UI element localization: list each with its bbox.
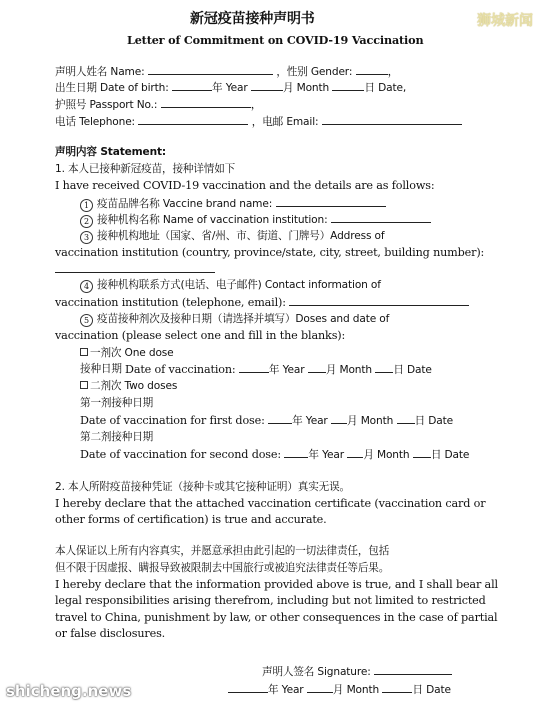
first-month-field[interactable] bbox=[331, 413, 347, 424]
sub5b-label: vaccination (please select one and fill in the blanks): bbox=[55, 329, 346, 342]
signature-label: 声明人签名 Signature: bbox=[262, 666, 371, 678]
passport-field[interactable] bbox=[161, 97, 251, 108]
institution-name-field[interactable] bbox=[331, 212, 431, 223]
signature-date-line bbox=[228, 682, 451, 697]
phone-field[interactable] bbox=[138, 114, 248, 125]
passport-line bbox=[55, 97, 262, 112]
name-field[interactable] bbox=[148, 64, 273, 75]
sub5-line bbox=[80, 312, 389, 327]
email-field[interactable] bbox=[322, 114, 462, 125]
two-doses-label: 二剂次 Two doses bbox=[90, 380, 178, 392]
sub1-line bbox=[80, 196, 386, 212]
second-en-label: Date of vaccination for second dose: bbox=[80, 448, 281, 461]
first-cn: 第一剂接种日期 bbox=[80, 397, 154, 409]
title-cn: 新冠疫苗接种声明书 bbox=[190, 11, 315, 27]
guarantee-cn2: 但不限于因虚报、瞒报导致被限制去中国旅行或被追究法律责任等后果。 bbox=[55, 562, 390, 574]
second-year-field[interactable] bbox=[284, 447, 308, 458]
item2-en2: other forms of certification) is true and accurate. bbox=[55, 513, 327, 526]
circle-3-icon: 3 bbox=[80, 231, 93, 244]
dose-day-field[interactable] bbox=[375, 362, 393, 373]
first-line bbox=[80, 413, 453, 428]
circle-2-icon: 2 bbox=[80, 215, 93, 228]
date-line bbox=[80, 362, 432, 377]
two-doses-checkbox-icon[interactable] bbox=[80, 381, 88, 389]
sign-day-field[interactable] bbox=[382, 682, 412, 693]
dob-day-label: 日 Date, bbox=[364, 82, 407, 94]
day-label: 日 Date bbox=[414, 415, 453, 427]
circle-4-icon: 4 bbox=[80, 280, 93, 293]
month-label: 月 Month bbox=[325, 364, 372, 376]
one-dose-line[interactable] bbox=[80, 346, 174, 360]
dob-line bbox=[55, 80, 406, 95]
date-cn: 接种日期 bbox=[80, 363, 122, 375]
dose-year-field[interactable] bbox=[239, 362, 269, 373]
first-day-field[interactable] bbox=[397, 413, 415, 424]
dose-month-field[interactable] bbox=[308, 362, 326, 373]
dob-year-field[interactable] bbox=[172, 80, 212, 91]
year-label: 年 Year bbox=[268, 684, 304, 696]
item2-cn: 2. 本人所附疫苗接种凭证（接种卡或其它接种证明）真实无误。 bbox=[55, 481, 351, 493]
sign-month-field[interactable] bbox=[307, 682, 333, 693]
item1-en: I have received COVID-19 vaccination and the details are as follows: bbox=[55, 179, 435, 192]
name-line bbox=[55, 64, 399, 79]
circle-1-icon: 1 bbox=[80, 199, 93, 212]
sub3b-label: vaccination institution (country, province/state, city, street, building number): bbox=[55, 246, 485, 259]
dob-month-label: 月 Month bbox=[282, 82, 330, 94]
sub4a-label: 接种机构联系方式(电话、电子邮件) Contact information of bbox=[97, 279, 381, 291]
phone-label: 电话 Telephone: bbox=[55, 116, 135, 128]
comma: ， bbox=[387, 65, 399, 78]
second-day-field[interactable] bbox=[413, 447, 431, 458]
year-label: 年 Year bbox=[268, 364, 305, 376]
sign-year-field[interactable] bbox=[228, 682, 268, 693]
two-doses-line[interactable] bbox=[80, 379, 177, 393]
year-label: 年 Year bbox=[308, 449, 344, 461]
year-label: 年 Year bbox=[292, 415, 328, 427]
guarantee-en3: travel to China, punishment by law, or other consequences in the case of partial bbox=[55, 611, 498, 624]
email-label: ，电邮 Email: bbox=[251, 116, 319, 128]
guarantee-en2: legal responsibilities arising therefrom, including but not limited to restricted bbox=[55, 594, 486, 607]
date-en-label: Date of vaccination: bbox=[125, 363, 236, 376]
passport-label: 护照号 Passport No.: bbox=[55, 99, 158, 111]
one-dose-checkbox-icon[interactable] bbox=[80, 348, 88, 356]
dob-month-field[interactable] bbox=[251, 80, 283, 91]
second-cn: 第二剂接种日期 bbox=[80, 431, 154, 443]
watermark-top: 狮城新闻 bbox=[477, 13, 533, 29]
comma: ， bbox=[250, 98, 262, 111]
second-month-field[interactable] bbox=[347, 447, 363, 458]
first-en-label: Date of vaccination for first dose: bbox=[80, 414, 265, 427]
dob-day-field[interactable] bbox=[332, 80, 364, 91]
gender-field[interactable] bbox=[356, 64, 388, 75]
guarantee-cn1: 本人保证以上所有内容真实，并愿意承担由此引起的一切法律责任，包括 bbox=[55, 545, 390, 557]
guarantee-en4: or false disclosures. bbox=[55, 627, 166, 640]
institution-address-field[interactable] bbox=[55, 262, 215, 273]
second-line bbox=[80, 447, 469, 462]
sub3-line bbox=[80, 229, 384, 244]
name-label: 声明人姓名 Name: bbox=[55, 66, 145, 78]
signature-line bbox=[262, 664, 452, 679]
dob-label: 出生日期 Date of birth: bbox=[55, 82, 169, 94]
month-label: 月 Month bbox=[347, 415, 394, 427]
circle-5-icon: 5 bbox=[80, 314, 93, 327]
signature-field[interactable] bbox=[374, 664, 452, 675]
institution-contact-field[interactable] bbox=[289, 295, 469, 306]
guarantee-en1: I hereby declare that the information provided above is true, and I shall bear all bbox=[55, 578, 498, 591]
sub4b-line bbox=[55, 295, 469, 310]
day-label: 日 Date bbox=[393, 364, 432, 376]
contact-line bbox=[55, 114, 462, 129]
item1-cn: 1. 本人已接种新冠疫苗，接种详情如下 bbox=[55, 163, 236, 175]
sub3a-label: 接种机构地址（国家、省/州、市、街道、门牌号）Address of bbox=[97, 230, 385, 242]
sub1-label: 疫苗品牌名称 Vaccine brand name: bbox=[97, 198, 273, 210]
sub4b-label: vaccination institution (telephone, email): bbox=[55, 296, 286, 309]
statement-heading: 声明内容 Statement: bbox=[55, 146, 166, 158]
day-label: 日 Date bbox=[430, 449, 470, 461]
dob-year-label: 年 Year bbox=[212, 82, 248, 94]
one-dose-label: 一剂次 One dose bbox=[90, 347, 174, 359]
sub2-label: 接种机构名称 Name of vaccination institution: bbox=[97, 214, 328, 226]
item2-en1: I hereby declare that the attached vaccination certificate (vaccination card or bbox=[55, 497, 486, 510]
sub2-line bbox=[80, 212, 431, 228]
month-label: 月 Month bbox=[363, 449, 410, 461]
address-line bbox=[55, 262, 215, 277]
day-label: 日 Date bbox=[412, 684, 451, 696]
gender-label: ，性别 Gender: bbox=[276, 66, 353, 78]
title-en: Letter of Commitment on COVID-19 Vaccination bbox=[127, 33, 424, 47]
watermark-bottom: shicheng.news bbox=[6, 682, 132, 700]
sub5a-label: 疫苗接种剂次及接种日期（请选择并填写）Doses and date of bbox=[97, 313, 390, 325]
sub4-line bbox=[80, 278, 381, 293]
vaccine-brand-field[interactable] bbox=[276, 196, 386, 207]
first-year-field[interactable] bbox=[268, 413, 292, 424]
month-label: 月 Month bbox=[332, 684, 380, 696]
